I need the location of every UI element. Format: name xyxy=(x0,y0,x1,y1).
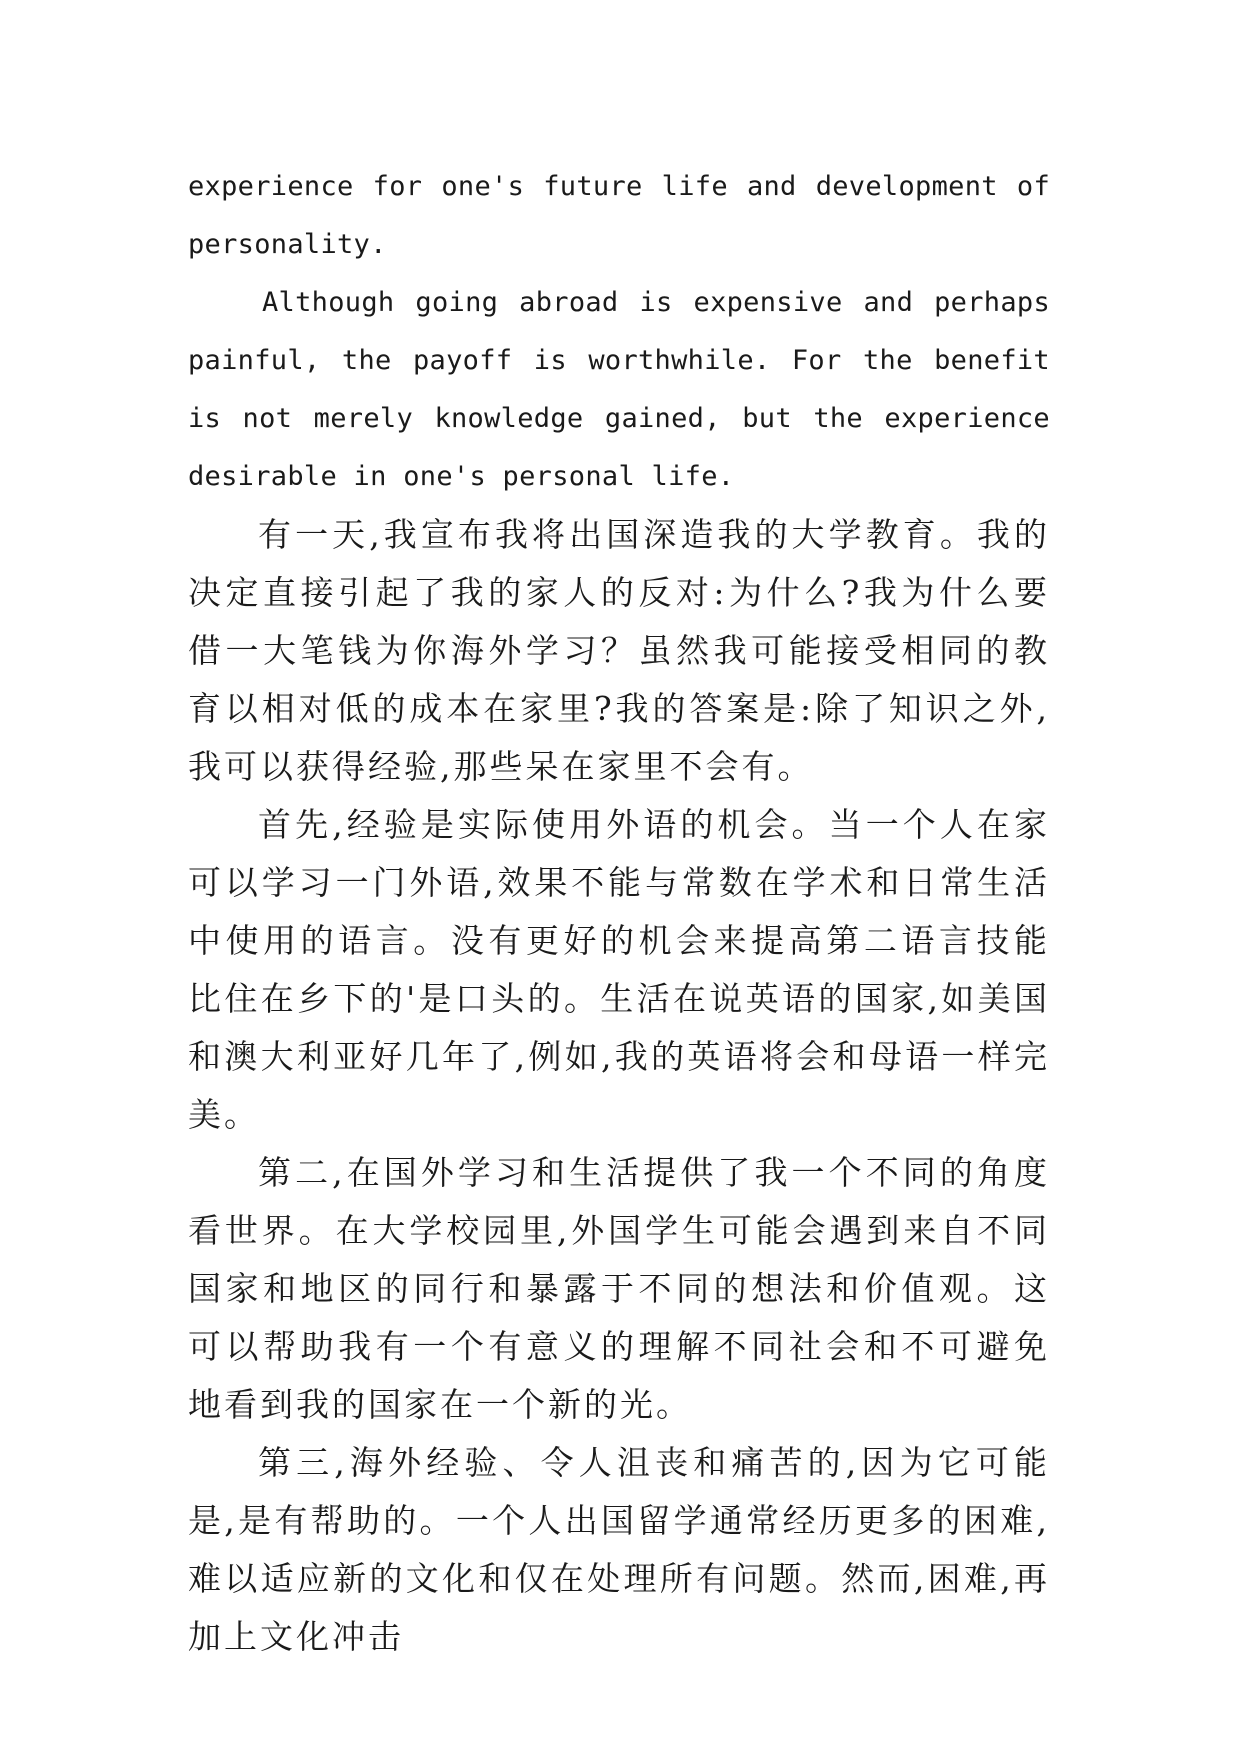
paragraph-chinese-intro: 有一天,我宣布我将出国深造我的大学教育。我的决定直接引起了我的家人的反对:为什么?我为什么要借一大笔钱为你海外学习？虽然我可能接受相同的教育以相对低的成本在家里?我的答案是:除了知识之外,我可以获得经验,那些呆在家里不会有。 xyxy=(188,515,1050,786)
paragraph-english-continuation: experience for one's future life and development of personality. xyxy=(188,171,1050,260)
document-page xyxy=(188,158,1050,1666)
paragraph-chinese-second: 第二,在国外学习和生活提供了我一个不同的角度看世界。在大学校园里,外国学生可能会遇到来自不同国家和地区的同行和暴露于不同的想法和价值观。这可以帮助我有一个有意义的理解不同社会和不可避免地看到我的国家在一个新的光。 xyxy=(188,1153,1050,1424)
paragraph-chinese-first: 首先,经验是实际使用外语的机会。当一个人在家可以学习一门外语,效果不能与常数在学术和日常生活中使用的语言。没有更好的机会来提高第二语言技能比住在乡下的'是口头的。生活在说英语的国家,如美国和澳大利亚好几年了,例如,我的英语将会和母语一样完美。 xyxy=(188,805,1050,1134)
paragraph-chinese-third: 第三,海外经验、令人沮丧和痛苦的,因为它可能是,是有帮助的。一个人出国留学通常经历更多的困难,难以适应新的文化和仅在处理所有问题。然而,困难,再加上文化冲击 xyxy=(188,1443,1050,1656)
paragraph-english-conclusion: Although going abroad is expensive and perhaps painful, the payoff is worthwhile. For the benefit is not merely knowledge gained, but the experience desirable in one's personal life. xyxy=(188,287,1050,492)
